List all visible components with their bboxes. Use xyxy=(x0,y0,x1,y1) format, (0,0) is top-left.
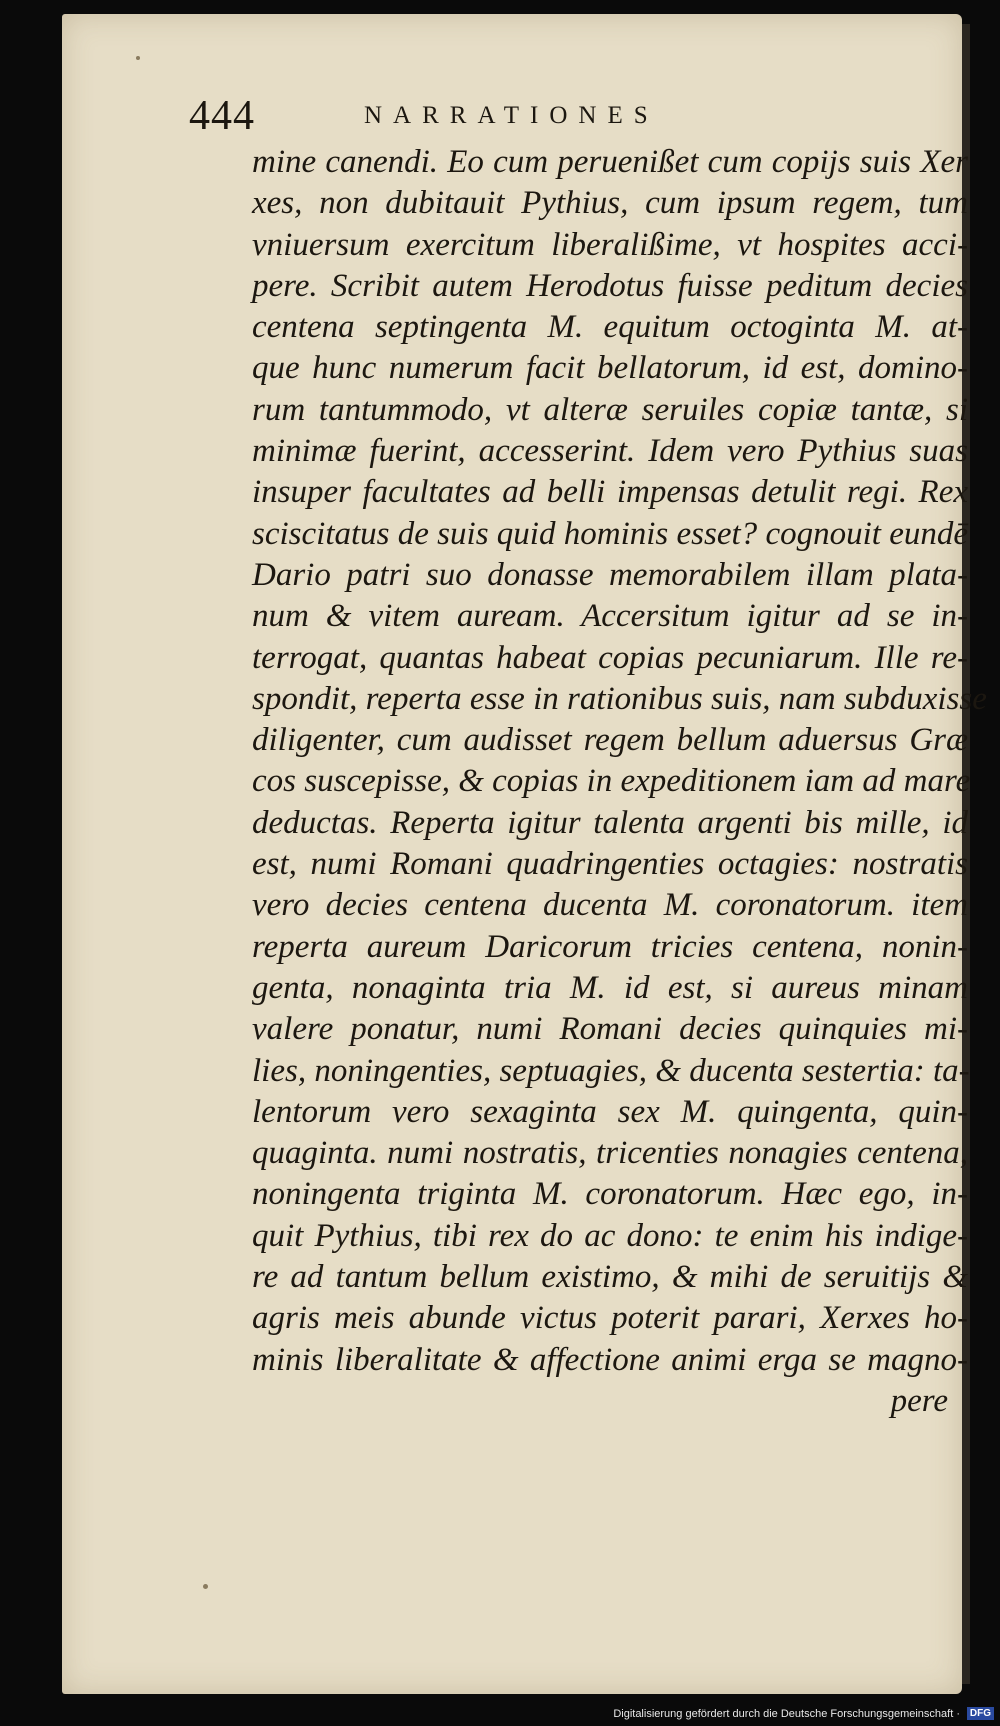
page-number: 444 xyxy=(189,93,255,139)
text-line: vniuersum exercitum liberalißime, vt hospites acci- xyxy=(252,226,968,263)
text-line: noningenta triginta M. coronatorum. Hæc ego, in- xyxy=(252,1176,968,1213)
text-line: Dario patri suo donasse memorabilem illam plata- xyxy=(252,556,968,593)
margin-mark xyxy=(136,56,140,60)
text-line: minimæ fuerint, accesserint. Idem vero Pythius suas xyxy=(252,433,968,470)
text-line: diligenter, cum audisset regem bellum aduersus Græ xyxy=(252,722,968,759)
text-line: quit Pythius, tibi rex do ac dono: te enim his indige- xyxy=(252,1217,968,1254)
text-line: sciscitatus de suis quid hominis esset? cognouit eundē xyxy=(252,515,968,552)
text-line: deductas. Reperta igitur talenta argenti bis mille, id xyxy=(252,804,968,841)
text-line: valere ponatur, numi Romani decies quinquies mi- xyxy=(252,1011,968,1048)
text-line: insuper facultates ad belli impensas detulit regi. Rex xyxy=(252,474,968,511)
text-line: pere. Scribit autem Herodotus fuisse peditum decies xyxy=(252,267,968,304)
text-line: num & vitem auream. Accersitum igitur ad se in- xyxy=(252,598,968,635)
text-line: que hunc numerum facit bellatorum, id est, domino- xyxy=(252,350,968,387)
text-line: re ad tantum bellum existimo, & mihi de seruitijs & xyxy=(252,1259,968,1296)
text-line: est, numi Romani quadringenties octagies: nostratis xyxy=(252,846,968,883)
body-text xyxy=(252,142,987,1422)
text-line: mine canendi. Eo cum peruenißet cum copijs suis Xer xyxy=(252,144,968,180)
text-line: spondit, reperta esse in rationibus suis, nam subduxisse xyxy=(252,680,987,717)
dfg-logo: DFG xyxy=(967,1707,994,1720)
text-line: lies, noningenties, septuagies, & ducenta sestertia: ta- xyxy=(252,1052,970,1089)
text-line: terrogat, quantas habeat copias pecuniarum. Ille re- xyxy=(252,639,968,676)
text-line: quaginta. numi nostratis, tricenties nonagies centena, xyxy=(252,1135,968,1172)
text-line: xes, non dubitauit Pythius, cum ipsum regem, tum xyxy=(252,185,968,222)
running-head xyxy=(189,92,909,142)
text-line: genta, nonaginta tria M. id est, si aureus minam xyxy=(252,969,968,1006)
text-line: rum tantummodo, vt alteræ seruiles copiæ tantæ, si xyxy=(252,391,968,428)
margin-mark xyxy=(203,1584,208,1589)
digitization-credit: Digitalisierung gefördert durch die Deutsche Forschungsgemeinschaft · xyxy=(613,1708,960,1720)
text-line: agris meis abunde victus poterit parari, Xerxes ho- xyxy=(252,1300,968,1337)
text-line: vero decies centena ducenta M. coronatorum. item xyxy=(252,887,968,924)
text-line: centena septingenta M. equitum octoginta M. at- xyxy=(252,309,968,346)
text-line: cos suscepisse, & copias in expeditionem iam ad mare xyxy=(252,763,971,800)
text-line: minis liberalitate & affectione animi erga se magno- xyxy=(252,1341,968,1378)
text-line: lentorum vero sexaginta sex M. quingenta, quin- xyxy=(252,1093,968,1130)
text-line: reperta aureum Daricorum tricies centena, nonin- xyxy=(252,928,968,965)
running-title: NARRATIONES xyxy=(364,102,659,129)
catchword: pere xyxy=(890,1382,948,1419)
